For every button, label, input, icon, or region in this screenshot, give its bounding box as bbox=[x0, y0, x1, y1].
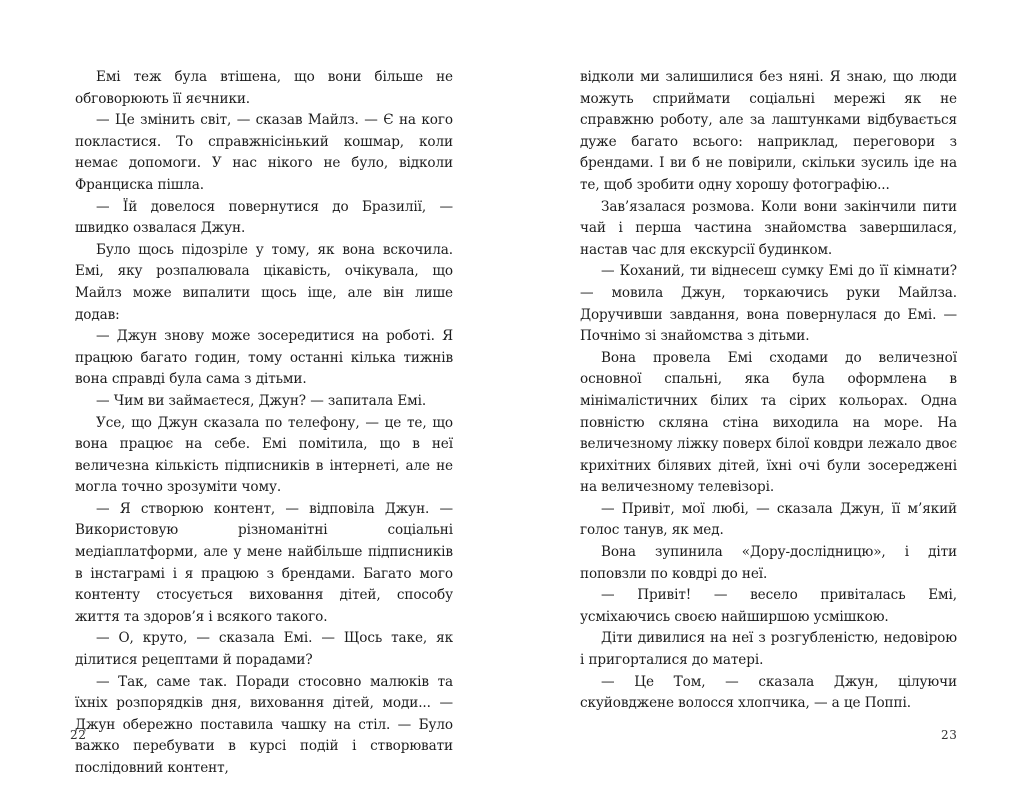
page-number-left: 22 bbox=[70, 728, 87, 742]
paragraph: Було щось підозріле у тому, як вона вскочила. Емі, яку розпалювала цікавість, очікувала, що Майлз може випалити щось іще, але він лише додав: bbox=[75, 241, 453, 323]
paragraph: — Привіт, мої любі, — сказала Джун, її м’який голос танув, як мед. bbox=[580, 500, 957, 539]
paragraph: — Чим ви займаєтеся, Джун? — запитала Емі. bbox=[96, 392, 427, 409]
paragraph: — Джун знову може зосередитися на роботі. Я працюю багато годин, тому останні кілька тижнів вона справді була сама з дітьми. bbox=[75, 328, 453, 388]
paragraph: — Це змінить світ, — сказав Майлз. — Є на кого покластися. То справжнісінький кошмар, коли немає допомоги. У нас нікого не було, відколи Франциска пішла. bbox=[75, 112, 453, 193]
paragraph: — Їй довелося повернутися до Бразилії, — швидко озвалася Джун. bbox=[75, 198, 453, 237]
paragraph: — Коханий, ти віднесеш сумку Емі до її кімнати? — мовила Джун, торкаючись руки Майлза. Доручивши завдання, вона повернулася до Емі. — Почнімо зі знайомства з дітьми. bbox=[580, 263, 957, 345]
left-page bbox=[75, 67, 453, 780]
paragraph: — Я створюю контент, — відповіла Джун. — Використовую різноманітні соціальні медіаплатформи, але у мене найбільше підписників в інстаграмі і я працюю з брендами. Багато мого контенту стосується виховання дітей, способу життя та здоров’я і всякого такого. bbox=[75, 500, 453, 625]
paragraph-continued: відколи ми залишилися без няні. Я знаю, що люди можуть сприймати соціальні мережі як не справжню роботу, але за лаштунками відбувається дуже багато всього: наприклад, переговори з брендами. І ви б не повірили, скільки зусиль іде на те, щоб зробити одну хорошу фотографію... bbox=[580, 69, 957, 193]
page-number-right: 23 bbox=[941, 728, 958, 742]
paragraph: Вона провела Емі сходами до величезної основної спальні, яка була оформлена в мінімалістичних білих та сірих кольорах. Одна повністю скляна стіна виходила на море. На величезному ліжку поверх білої ковдри лежало двоє крихітних білявих дітей, їхні очі були зосереджені на величезному телевізорі. bbox=[580, 349, 957, 496]
paragraph: — О, круто, — сказала Емі. — Щось таке, як ділитися рецептами й порадами? bbox=[75, 630, 453, 669]
paragraph: Вона зупинила «Дору-дослідницю», і діти поповзли по ковдрі до неї. bbox=[580, 544, 957, 582]
paragraph: — Це Том, — сказала Джун, цілуючи скуйовджене волосся хлопчика, — а це Поппі. bbox=[580, 673, 957, 712]
paragraph: — Привіт! — весело привіталась Емі, усміхаючись своєю найширшою усмішкою. bbox=[580, 587, 957, 625]
paragraph: Усе, що Джун сказала по телефону, — це те, що вона працює на себе. Емі помітила, що в неї величезна кількість підписників в інтернеті, але не могла точно зрозуміти чому. bbox=[75, 414, 453, 496]
paragraph: Діти дивилися на неї з розгубленістю, недовірою і пригорталися до матері. bbox=[580, 630, 957, 669]
paragraph: Емі теж була втішена, що вони більше не обговорюють її яєчники. bbox=[75, 69, 453, 107]
paragraph: — Так, саме так. Поради стосовно малюків та їхніх розпорядків дня, виховання дітей, моди... — Джун обережно поставила чашку на стіл. — Було важко перебувати в курсі подій і створювати послідовний контент, bbox=[75, 673, 453, 776]
paragraph: Зав’язалася розмова. Коли вони закінчили пити чай і перша частина знайомства завершилася, настав час для екскурсії будинком. bbox=[580, 198, 957, 258]
right-page bbox=[580, 67, 957, 715]
